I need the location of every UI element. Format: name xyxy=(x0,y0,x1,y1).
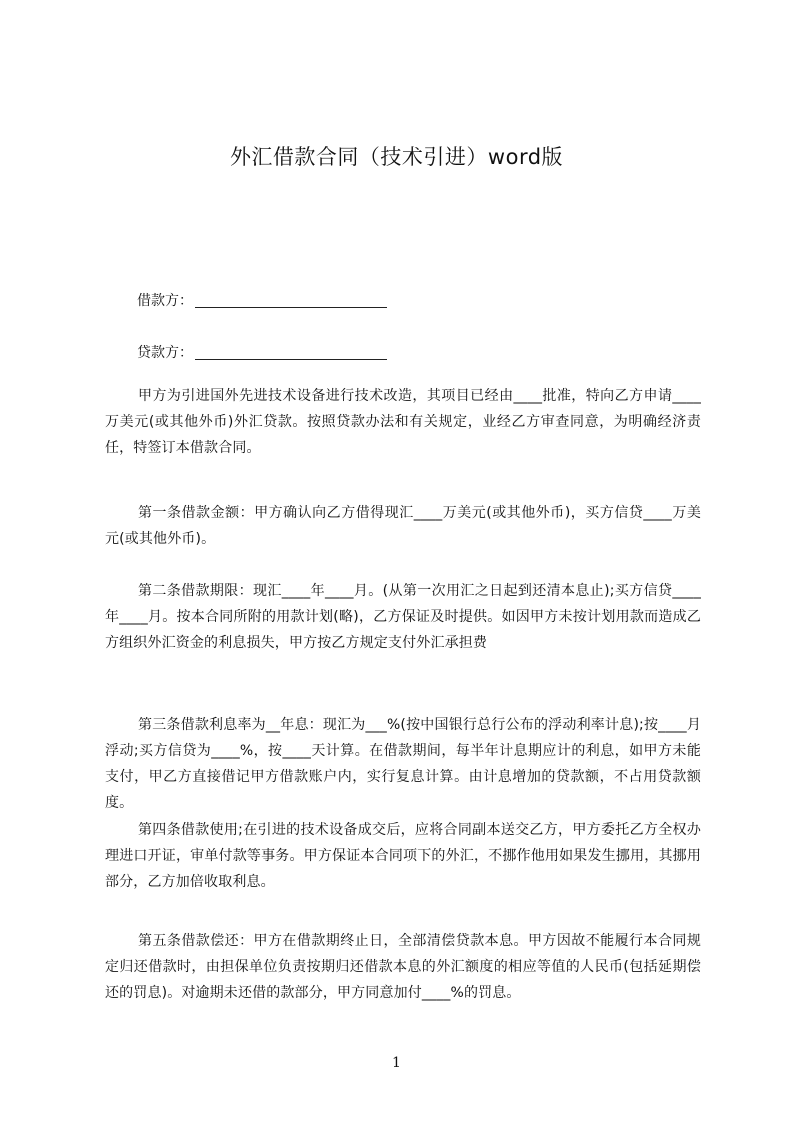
article-4-paragraph: 第四条借款使用;在引进的技术设备成交后，应将合同副本送交乙方，甲方委托乙方全权办理进口开证，审单付款等事务。甲方保证本合同项下的外汇，不挪作他用如果发生挪用，其挪用部分，乙方加倍收取利息。 xyxy=(105,822,701,890)
lender-label: 贷款方： xyxy=(137,345,193,361)
page-number: 1 xyxy=(392,1055,401,1071)
article-1-paragraph: 第一条借款金额：甲方确认向乙方借得现汇____万美元(或其他外币)，买方信贷____万美元(或其他外币)。 xyxy=(105,505,701,547)
preamble-paragraph: 甲方为引进国外先进技术设备进行技术改造，其项目已经由____批准，特向乙方申请____万美元(或其他外币)外汇贷款。按照贷款办法和有关规定，业经乙方审查同意，为明确经济责任，特签订本借款合同。 xyxy=(105,388,701,456)
article-5-paragraph: 第五条借款偿还：甲方在借款期终止日，全部清偿贷款本息。甲方因故不能履行本合同规定归还借款时，由担保单位负责按期归还借款本息的外汇额度的相应等值的人民币(包括延期偿还的罚息)。对逾期未还借的款部分，甲方同意加付____%的罚息。 xyxy=(105,933,701,1001)
borrower-label: 借款方： xyxy=(137,293,193,309)
lender-line xyxy=(137,343,387,363)
lender-blank xyxy=(195,345,387,360)
borrower-blank xyxy=(195,293,387,308)
borrower-line xyxy=(137,291,387,311)
article-2-paragraph: 第二条借款期限：现汇____年____月。(从第一次用汇之日起到还清本息止);买方信贷____年____月。按本合同所附的用款计划(略)，乙方保证及时提供。如因甲方未按计划用款而造成乙方组织外汇资金的利息损失，甲方按乙方规定支付外汇承担费 xyxy=(105,583,701,651)
document-title: 外汇借款合同（技术引进）word版 xyxy=(229,145,564,169)
article-3-paragraph: 第三条借款利息率为__年息：现汇为___%(按中国银行总行公布的浮动利率计息);按____月浮动;买方信贷为____%，按____天计算。在借款期间，每半年计息期应计的利息，如甲方未能支付，甲乙方直接借记甲方借款账户内，实行复息计算。由计息增加的贷款额，不占用贷款额度。 xyxy=(105,717,701,811)
